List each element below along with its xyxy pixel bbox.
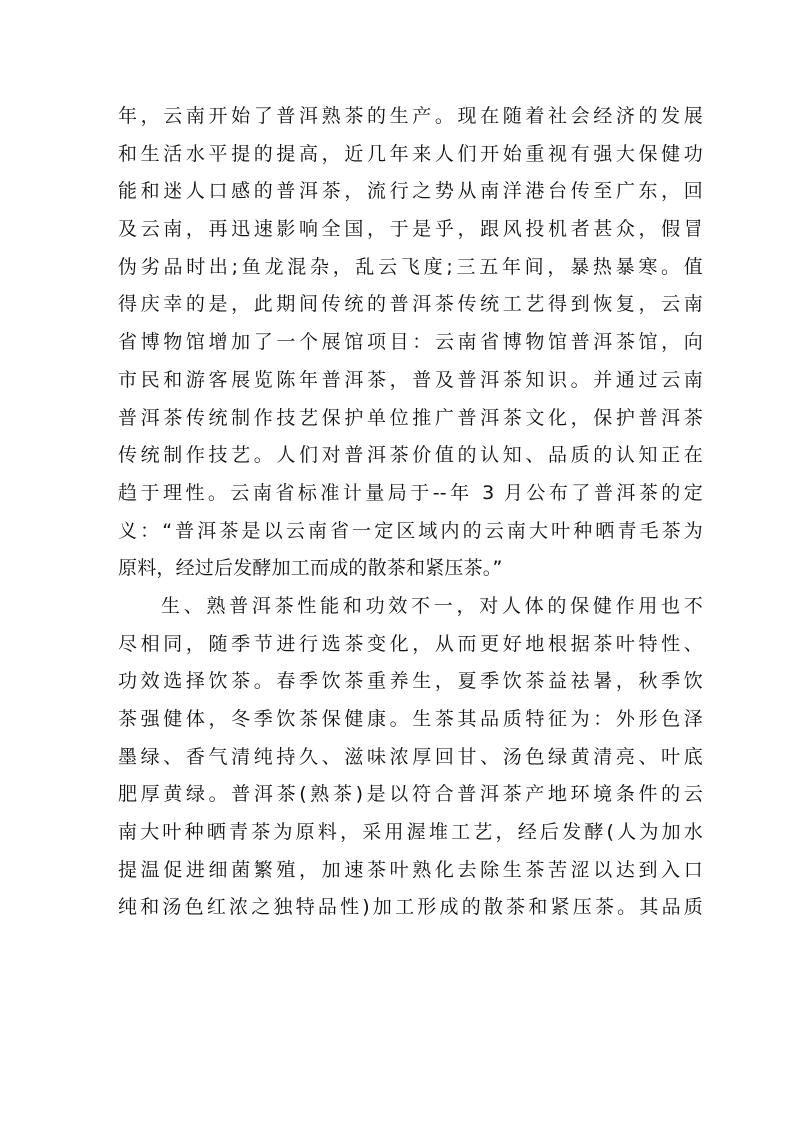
text-line: 伪劣品时出;鱼龙混杂，乱云飞度;三五年间，暴热暴寒。值 xyxy=(118,255,703,278)
text-line: 功效选择饮茶。春季饮茶重养生，夏季饮茶益祛暑，秋季饮 xyxy=(118,670,703,693)
text-line: 普洱茶传统制作技艺保护单位推广普洱茶文化，保护普洱茶 xyxy=(118,406,703,429)
text-line: 南大叶种晒青茶为原料，采用渥堆工艺，经后发酵(人为加水 xyxy=(118,821,703,844)
text-line: 尽相同，随季节进行选茶变化，从而更好地根据茶叶特性、 xyxy=(118,632,703,655)
text-line: 省博物馆增加了一个展馆项目：云南省博物馆普洱茶馆，向 xyxy=(118,331,703,354)
text-line: 市民和游客展览陈年普洱茶，普及普洱茶知识。并通过云南 xyxy=(118,368,703,391)
text-line: 年，云南开始了普洱熟茶的生产。现在随着社会经济的发展 xyxy=(118,105,703,127)
text-line: 能和迷人口感的普洱茶，流行之势从南洋港台传至广东，回 xyxy=(118,180,703,203)
paragraph-1 xyxy=(118,98,703,588)
body-text xyxy=(118,98,703,927)
text-line: 得庆幸的是，此期间传统的普洱茶传统工艺得到恢复，云南 xyxy=(118,293,703,316)
paragraph-2 xyxy=(118,588,703,927)
text-line: 传统制作技艺。人们对普洱茶价值的认知、品质的认知正在 xyxy=(118,444,703,467)
text-line: 趋于理性。云南省标准计量局于--年 3 月公布了普洱茶的定 xyxy=(118,481,703,504)
text-line: 墨绿、香气清纯持久、滋味浓厚回甘、汤色绿黄清亮、叶底 xyxy=(118,745,703,768)
text-line: 义：“普洱茶是以云南省一定区域内的云南大叶种晒青毛茶为 xyxy=(118,519,703,542)
text-line: 提温促进细菌繁殖，加速茶叶熟化去除生茶苦涩以达到入口 xyxy=(118,858,703,881)
text-line: 肥厚黄绿。普洱茶(熟茶)是以符合普洱茶产地环境条件的云 xyxy=(118,783,703,806)
text-line: 和生活水平提的提高，近几年来人们开始重视有强大保健功 xyxy=(118,142,703,165)
text-line: 原料，经过后发酵加工而成的散茶和紧压茶。” xyxy=(118,557,503,580)
text-line: 纯和汤色红浓之独特品性)加工形成的散茶和紧压茶。其品质 xyxy=(118,896,703,919)
text-line: 生、熟普洱茶性能和功效不一，对人体的保健作用也不 xyxy=(161,594,703,617)
text-line: 茶强健体，冬季饮茶保健康。生茶其品质特征为：外形色泽 xyxy=(118,708,703,730)
text-line: 及云南，再迅速影响全国，于是乎，跟风投机者甚众，假冒 xyxy=(118,218,703,241)
